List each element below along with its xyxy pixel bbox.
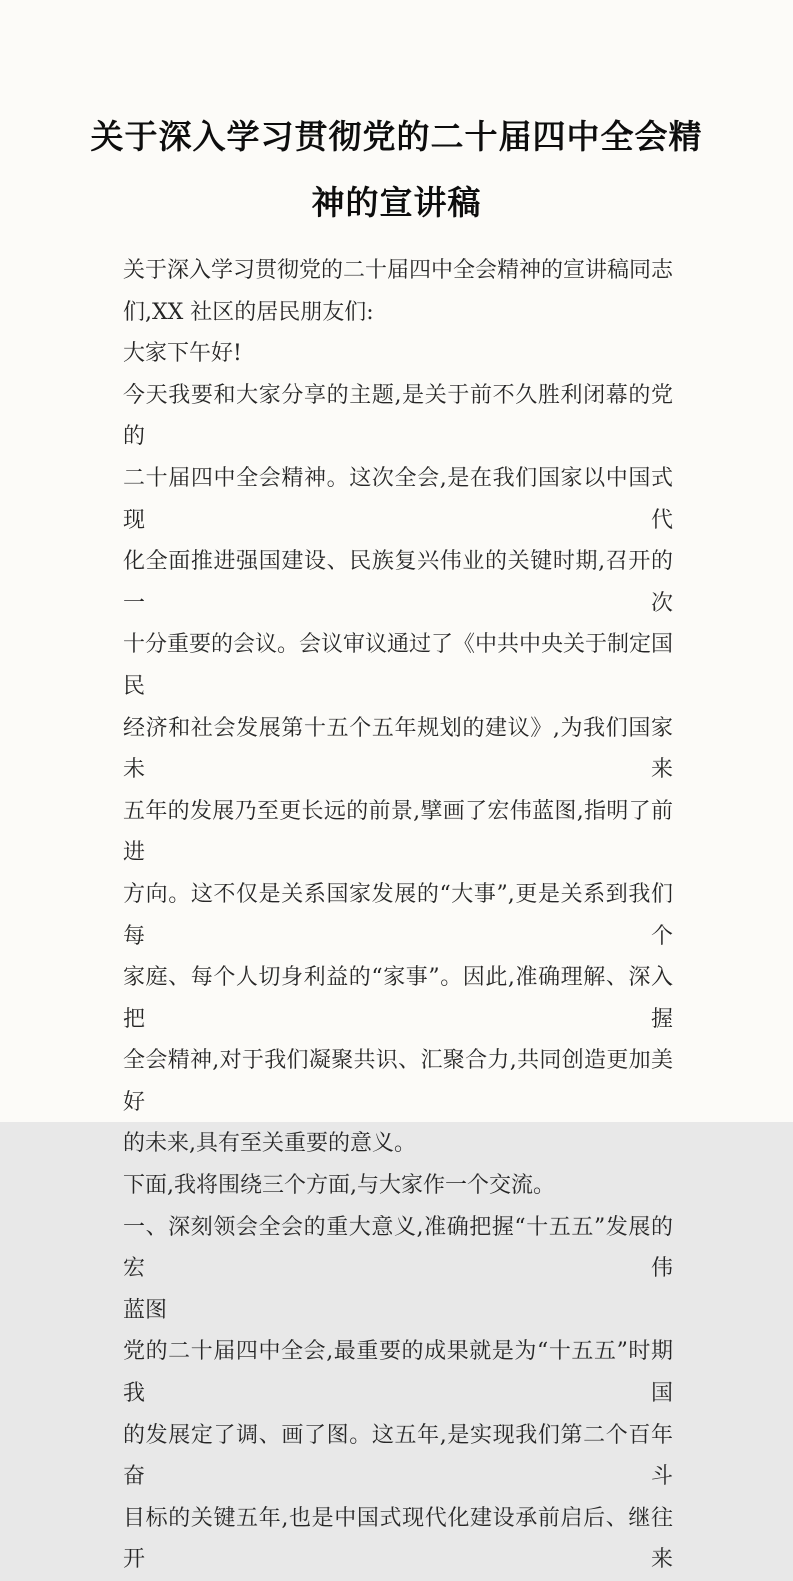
- document-body: [123, 250, 673, 1581]
- title-line-1: 关于深入学习贯彻党的二十届四中全会精: [90, 117, 703, 156]
- text-line: 化全面推进强国建设、民族复兴伟业的关键时期,召开的一次: [123, 549, 673, 616]
- text-line: 蓝图: [123, 1297, 168, 1323]
- title-line-2: 神的宣讲稿: [311, 183, 482, 222]
- text-line: 的发展定了调、画了图。这五年,是实现我们第二个百年奋斗: [123, 1422, 673, 1490]
- paragraph-4: [123, 1165, 673, 1207]
- text-line: 全会精神,对于我们凝聚共识、汇聚合力,共同创造更加美好: [123, 1048, 673, 1115]
- paragraph-3: [123, 375, 673, 1165]
- paragraph-2: [123, 333, 673, 375]
- text-line: 二十届四中全会精神。这次全会,是在我们国家以中国式现代: [123, 465, 673, 533]
- text-line: 今天我要和大家分享的主题,是关于前不久胜利闭幕的党的: [123, 382, 673, 450]
- text-line: 一、深刻领会全会的重大意义,准确把握“十五五”发展的宏伟: [123, 1214, 673, 1282]
- paragraph-1: [123, 250, 673, 333]
- text-line: 大家下午好!: [123, 341, 242, 367]
- text-line: 的未来,具有至关重要的意义。: [123, 1131, 416, 1157]
- text-line: 经济和社会发展第十五个五年规划的建议》,为我们国家未来: [123, 715, 673, 783]
- text-line: 十分重要的会议。会议审议通过了《中共中央关于制定国民: [123, 632, 674, 699]
- text-line: 方向。这不仅是关系国家发展的“大事”,更是关系到我们每个: [123, 881, 673, 949]
- text-line: 下面,我将围绕三个方面,与大家作一个交流。: [123, 1173, 555, 1199]
- text-line: 们,XX 社区的居民朋友们:: [123, 299, 374, 325]
- text-line: 党的二十届四中全会,最重要的成果就是为“十五五”时期我国: [123, 1339, 673, 1407]
- document-title: [0, 0, 793, 236]
- paragraph-5: [123, 1207, 673, 1332]
- text-line: 目标的关键五年,也是中国式现代化建设承前启后、继往开来: [123, 1505, 673, 1573]
- text-line: 关于深入学习贯彻党的二十届四中全会精神的宣讲稿同志: [123, 258, 674, 283]
- paragraph-6: [123, 1331, 673, 1581]
- text-line: 家庭、每个人切身利益的“家事”。因此,准确理解、深入把握: [123, 965, 673, 1032]
- text-line: 五年的发展乃至更长远的前景,擘画了宏伟蓝图,指明了前进: [123, 798, 673, 866]
